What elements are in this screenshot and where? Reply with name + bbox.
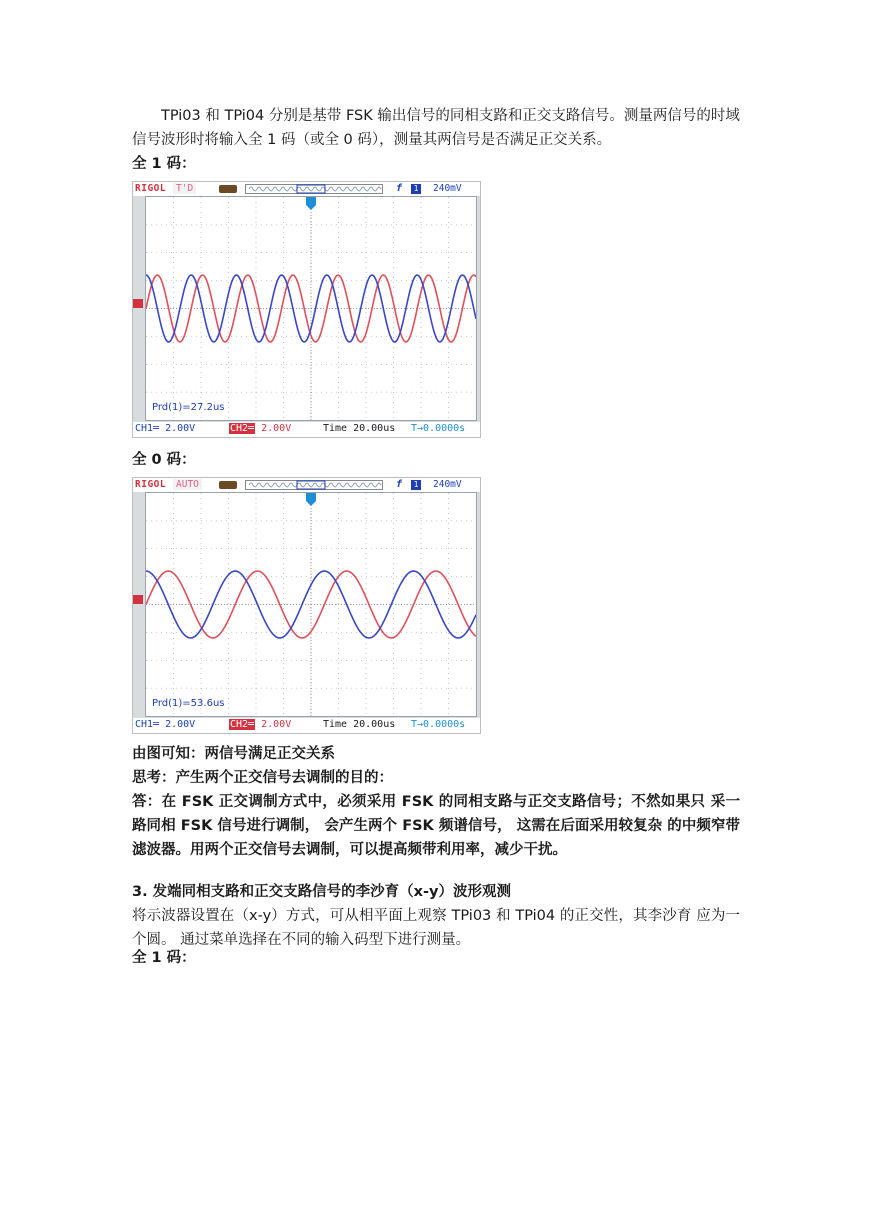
oscilloscope-capture-1 — [132, 181, 481, 438]
trigger-edge-icon: f — [396, 479, 403, 490]
answer: 答：在 FSK 正交调制方式中，必须采用 FSK 的同相支路与正交支路信号；不然如果只 采一路同相 FSK 信号进行调制， 会产生两个 FSK 频谱信号， 这需在后面采用较复杂 的中频窄带滤波器。用两个正交信号去调制，可以提高频带利用率，减少干扰。 — [132, 794, 740, 858]
trigger-position-icon — [306, 197, 316, 210]
scope-status-bar — [133, 718, 480, 733]
trigger-edge-icon: f — [396, 183, 403, 194]
ch2-tag: CH2═ — [230, 423, 255, 434]
all-ones-label: 全 1 码： — [132, 156, 196, 172]
timebase: Time 20.00us — [323, 719, 396, 730]
period-measurement: Prd(1)=53.6us — [152, 698, 225, 709]
scope-screen — [145, 492, 477, 717]
waveform-display — [146, 493, 476, 716]
timebase: Time 20.00us — [323, 423, 396, 434]
trigger-channel-badge: 1 — [411, 480, 421, 490]
ground-marker-icon — [133, 299, 143, 308]
scope-trigger-mode: T'D — [173, 183, 196, 194]
trigger-offset: T→0.0000s — [411, 423, 466, 434]
trigger-level: 240mV — [433, 479, 462, 490]
trigger-offset: T→0.0000s — [411, 719, 466, 730]
section-heading: 3. 发端同相支路和正交支路信号的李沙育（x-y）波形观测 — [132, 884, 511, 900]
ch2-value: 2.00V — [255, 719, 292, 730]
scope-status-bar — [133, 422, 480, 437]
ch2-scale — [229, 423, 291, 434]
ch1-scale: CH1═ 2.00V — [135, 423, 196, 434]
ch2-scale — [229, 719, 291, 730]
all-zeros-label: 全 0 码： — [132, 452, 196, 468]
scope-screen — [145, 196, 477, 421]
memory-depth-bar — [245, 184, 383, 194]
period-measurement: Prd(1)=27.2us — [152, 402, 225, 413]
memory-icon — [219, 481, 237, 489]
intro-paragraph: TPi03 和 TPi04 分别是基带 FSK 输出信号的同相支路和正交支路信号。测量两信号的时域信号波形时将输入全 1 码（或全 0 码），测量其两信号是否满足正交关系。 — [132, 108, 740, 148]
conclusion: 由图可知：两信号满足正交关系 — [132, 746, 335, 762]
oscilloscope-capture-2 — [132, 477, 481, 734]
ground-marker-icon — [133, 595, 143, 604]
waveform-display — [146, 197, 476, 420]
question: 思考：产生两个正交信号去调制的目的： — [132, 770, 393, 786]
ch2-tag: CH2═ — [230, 719, 255, 730]
scope-trigger-mode: AUTO — [173, 479, 202, 490]
scope-brand: RIGOL — [135, 183, 167, 194]
ch2-value: 2.00V — [255, 423, 292, 434]
trigger-channel-badge: 1 — [411, 184, 421, 194]
all-ones-label-2: 全 1 码： — [132, 950, 196, 966]
memory-depth-bar — [245, 480, 383, 490]
scope-brand: RIGOL — [135, 479, 167, 490]
ch1-scale: CH1═ 2.00V — [135, 719, 196, 730]
section-body: 将示波器设置在（x-y）方式，可从相平面上观察 TPi03 和 TPi04 的正交性，其李沙育 应为一个圆。 通过菜单选择在不同的输入码型下进行测量。 — [132, 908, 740, 948]
trigger-position-icon — [306, 493, 316, 506]
memory-icon — [219, 185, 237, 193]
trigger-level: 240mV — [433, 183, 462, 194]
